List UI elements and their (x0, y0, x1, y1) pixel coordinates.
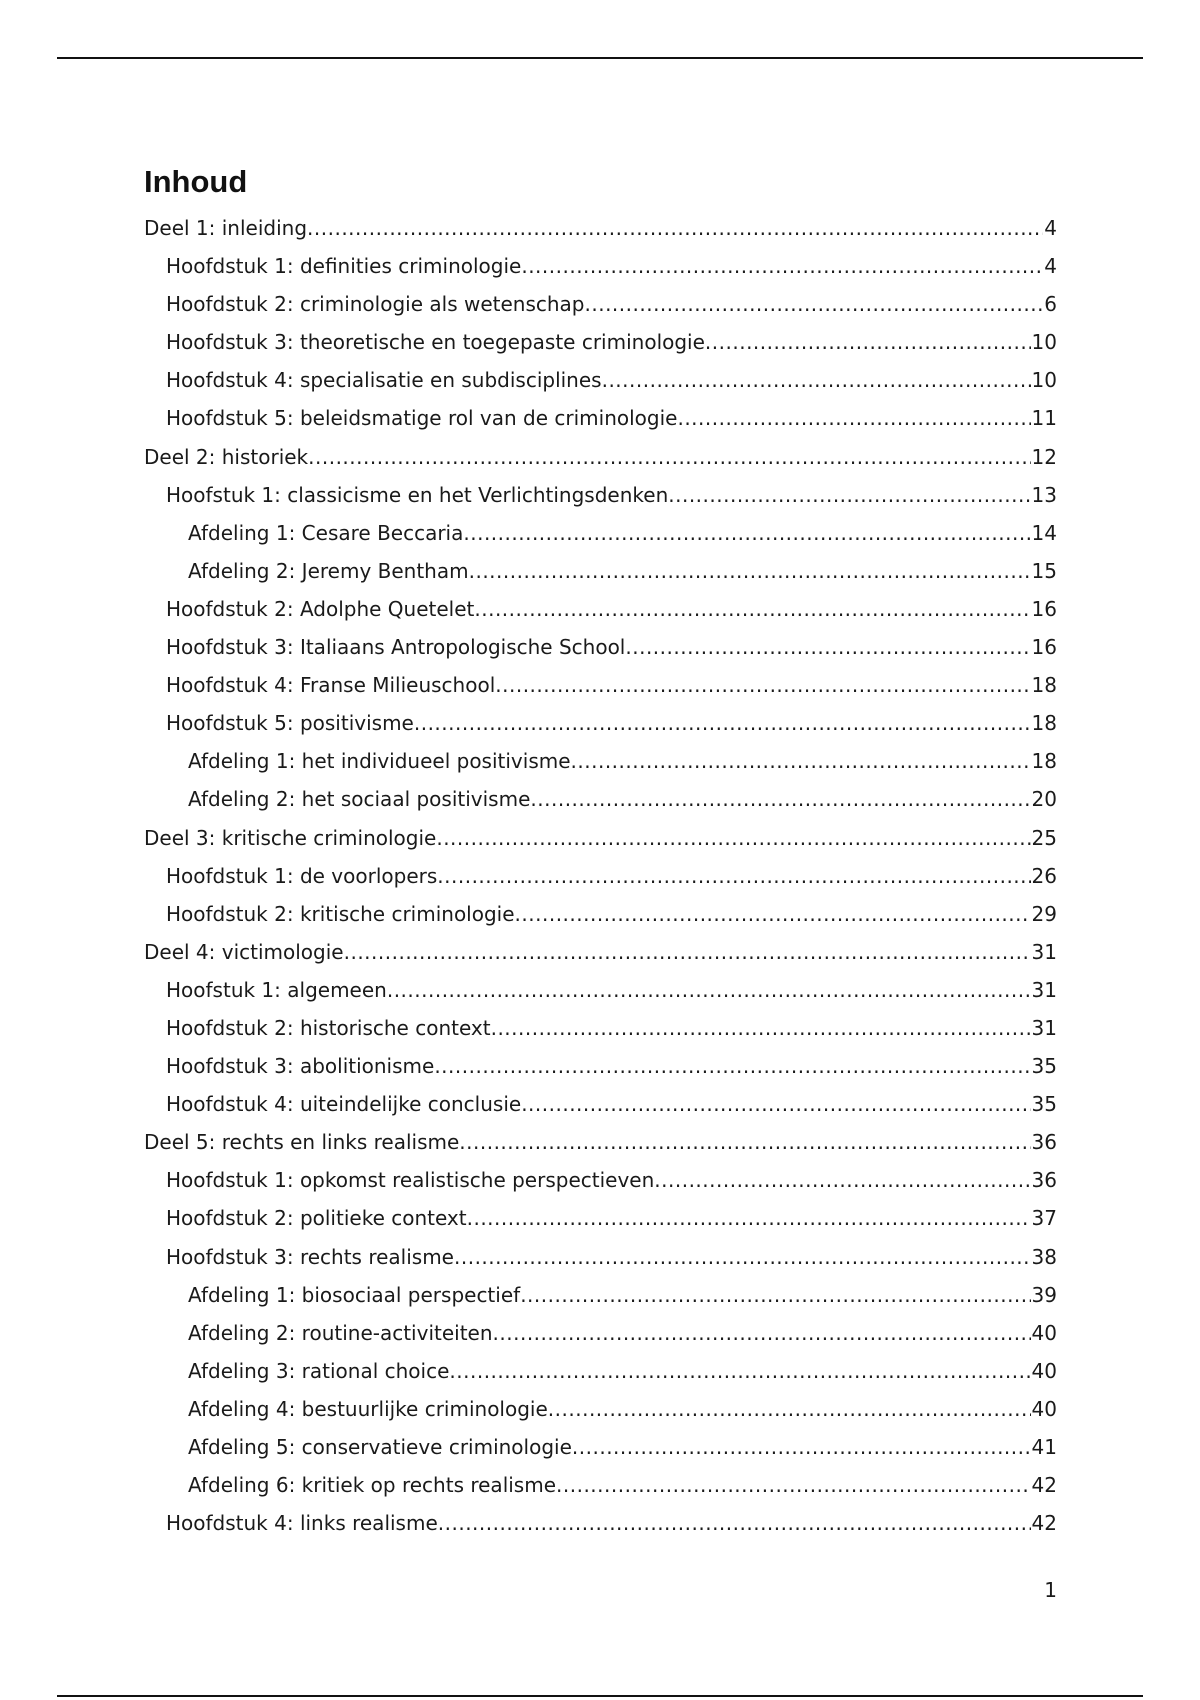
toc-entry-label: Afdeling 2: routine-activiteiten (188, 1320, 493, 1345)
toc-entry-label: Afdeling 2: het sociaal positivisme (188, 787, 531, 812)
toc-entry-label: Afdeling 5: conservatieve criminologie (188, 1435, 572, 1459)
toc-entry[interactable] (144, 445, 1057, 483)
toc-entry-label: Hoofdstuk 2: politieke context (166, 1206, 467, 1231)
dot-leader (572, 1435, 1031, 1459)
dot-leader (463, 521, 1030, 545)
toc-entry-label: Hoofdstuk 3: rechts realisme (166, 1244, 454, 1269)
toc-entry[interactable] (144, 368, 1057, 406)
dot-leader (436, 826, 1030, 850)
dot-leader (474, 597, 1030, 621)
dot-leader (677, 406, 1030, 430)
dot-leader (454, 1245, 1031, 1269)
table-of-contents (144, 160, 1057, 1549)
toc-title: Inhoud (144, 164, 248, 199)
toc-entry[interactable] (144, 940, 1057, 978)
dot-leader (469, 559, 1031, 583)
toc-entry-label: Hoofdstuk 3: theoretische en toegepaste criminologie (166, 330, 705, 355)
toc-entry-label: Hoofdstuk 5: beleidsmatige rol van de criminologie (166, 406, 678, 431)
toc-entry-page: 40 (1031, 1320, 1057, 1345)
toc-entry[interactable] (144, 292, 1057, 330)
toc-entry-page: 25 (1031, 825, 1057, 850)
dot-leader (521, 254, 1043, 278)
dot-leader (459, 1130, 1030, 1154)
dot-leader (414, 711, 1031, 735)
toc-entry-page: 13 (1031, 482, 1057, 507)
toc-entry[interactable] (144, 1435, 1057, 1473)
toc-list (144, 216, 1057, 1549)
dot-leader (625, 635, 1030, 659)
toc-entry-page: 31 (1031, 939, 1057, 964)
toc-entry-label: Afdeling 1: het individueel positivisme (188, 749, 571, 774)
toc-entry-page: 11 (1031, 406, 1057, 431)
toc-entry-page: 18 (1031, 711, 1057, 736)
toc-entry-page: 35 (1031, 1054, 1057, 1079)
toc-entry[interactable] (144, 902, 1057, 940)
toc-entry[interactable] (144, 1130, 1057, 1168)
toc-entry-label: Hoofdstuk 4: links realisme (166, 1511, 438, 1536)
toc-entry[interactable] (144, 749, 1057, 787)
toc-entry-label: Deel 2: historiek (144, 444, 309, 469)
dot-leader (449, 1359, 1030, 1383)
dot-leader (515, 902, 1031, 926)
toc-entry-page: 31 (1031, 977, 1057, 1002)
dot-leader (530, 787, 1030, 811)
toc-entry-label: Deel 5: rechts en links realisme (144, 1130, 460, 1155)
toc-entry[interactable] (144, 1359, 1057, 1397)
toc-entry-page: 39 (1031, 1282, 1057, 1307)
toc-entry-label: Afdeling 1: Cesare Beccaria (188, 520, 464, 545)
dot-leader (307, 216, 1043, 240)
toc-entry[interactable] (144, 864, 1057, 902)
toc-entry[interactable] (144, 787, 1057, 825)
toc-entry-page: 10 (1031, 368, 1057, 393)
dot-leader (495, 673, 1030, 697)
dot-leader (548, 1397, 1031, 1421)
toc-entry-label: Hoofdstuk 1: de voorlopers (166, 863, 438, 888)
dot-leader (556, 1473, 1031, 1497)
toc-entry-page: 20 (1031, 787, 1057, 812)
toc-entry[interactable] (144, 597, 1057, 635)
toc-entry[interactable] (144, 1016, 1057, 1054)
toc-entry-page: 42 (1031, 1511, 1057, 1536)
toc-entry-label: Deel 4: victimologie (144, 939, 344, 964)
toc-entry[interactable] (144, 1511, 1057, 1549)
toc-entry-label: Hoofdstuk 3: Italiaans Antropologische School (166, 635, 626, 660)
toc-entry[interactable] (144, 254, 1057, 292)
dot-leader (344, 940, 1031, 964)
dot-leader (571, 749, 1031, 773)
toc-entry[interactable] (144, 1397, 1057, 1435)
toc-entry-label: Afdeling 3: rational choice (188, 1358, 450, 1383)
dot-leader (602, 368, 1031, 392)
dot-leader (520, 1283, 1030, 1307)
toc-entry-label: Deel 1: inleiding (144, 216, 308, 240)
toc-entry-page: 4 (1044, 216, 1057, 240)
toc-entry-page: 40 (1031, 1396, 1057, 1421)
toc-entry[interactable] (144, 635, 1057, 673)
toc-entry-page: 4 (1044, 254, 1057, 279)
dot-leader (654, 1168, 1030, 1192)
toc-entry[interactable] (144, 406, 1057, 444)
toc-entry[interactable] (144, 483, 1057, 521)
toc-entry-page: 31 (1031, 1015, 1057, 1040)
toc-entry[interactable] (144, 216, 1057, 254)
toc-entry[interactable] (144, 1245, 1057, 1283)
toc-entry-label: Hoofdstuk 4: uiteindelijke conclusie (166, 1092, 522, 1117)
dot-leader (438, 1511, 1031, 1535)
toc-entry[interactable] (144, 711, 1057, 749)
toc-entry[interactable] (144, 673, 1057, 711)
dot-leader (585, 292, 1044, 316)
toc-entry[interactable] (144, 1092, 1057, 1130)
toc-entry-page: 6 (1044, 292, 1057, 317)
toc-entry-page: 42 (1031, 1473, 1057, 1498)
toc-entry-page: 40 (1031, 1358, 1057, 1383)
toc-entry-page: 18 (1031, 749, 1057, 774)
toc-entry-label: Afdeling 6: kritiek op rechts realisme (188, 1473, 557, 1498)
toc-entry-page: 15 (1031, 558, 1057, 583)
toc-entry[interactable] (144, 1054, 1057, 1092)
dot-leader (437, 864, 1030, 888)
toc-entry-label: Afdeling 2: Jeremy Bentham (188, 558, 469, 583)
toc-entry-page: 16 (1031, 596, 1057, 621)
toc-entry-page: 26 (1031, 863, 1057, 888)
toc-entry-label: Hoofdstuk 4: Franse Milieuschool (166, 673, 496, 698)
dot-leader (308, 445, 1030, 469)
toc-entry-label: Hoofdstuk 5: positivisme (166, 711, 414, 736)
toc-entry-label: Hoofdstuk 2: historische context (166, 1015, 491, 1040)
toc-entry-label: Deel 3: kritische criminologie (144, 825, 437, 850)
dot-leader (521, 1092, 1030, 1116)
toc-entry-page: 41 (1031, 1435, 1057, 1459)
toc-entry-label: Hoofdstuk 2: Adolphe Quetelet (166, 596, 475, 621)
toc-entry-label: Afdeling 1: biosociaal perspectief (188, 1282, 521, 1307)
toc-entry[interactable] (144, 1321, 1057, 1359)
dot-leader (493, 1321, 1031, 1345)
toc-entry-page: 35 (1031, 1092, 1057, 1117)
toc-entry[interactable] (144, 826, 1057, 864)
toc-entry-page: 36 (1031, 1130, 1057, 1155)
toc-entry-label: Afdeling 4: bestuurlijke criminologie (188, 1396, 548, 1421)
toc-entry-label: Hoofdstuk 1: definities criminologie (166, 254, 522, 279)
toc-entry-page: 14 (1031, 520, 1057, 545)
toc-entry-page: 38 (1031, 1244, 1057, 1269)
toc-entry-label: Hoofdstuk 4: specialisatie en subdisciplines (166, 368, 602, 393)
toc-entry-page: 12 (1031, 444, 1057, 469)
toc-entry[interactable] (144, 559, 1057, 597)
toc-entry-label: Hoofstuk 1: algemeen (166, 977, 387, 1002)
toc-entry[interactable] (144, 1168, 1057, 1206)
toc-entry-label: Hoofdstuk 3: abolitionisme (166, 1054, 435, 1079)
toc-entry-label: Hoofdstuk 2: criminologie als wetenschap (166, 292, 585, 317)
header-rule (57, 57, 1143, 59)
toc-entry[interactable] (144, 978, 1057, 1016)
toc-entry[interactable] (144, 1283, 1057, 1321)
dot-leader (467, 1206, 1031, 1230)
toc-entry[interactable] (144, 330, 1057, 368)
toc-entry-label: Hoofdstuk 1: opkomst realistische perspectieven (166, 1168, 655, 1193)
dot-leader (491, 1016, 1031, 1040)
dot-leader (387, 978, 1031, 1002)
dot-leader (668, 483, 1030, 507)
toc-entry[interactable] (144, 521, 1057, 559)
toc-entry-page: 37 (1031, 1206, 1057, 1231)
toc-entry-label: Hoofstuk 1: classicisme en het Verlichtingsdenken (166, 482, 669, 507)
toc-entry-page: 29 (1031, 901, 1057, 926)
footer-rule (57, 1695, 1143, 1697)
toc-entry-page: 18 (1031, 673, 1057, 698)
toc-entry-page: 36 (1031, 1168, 1057, 1193)
toc-entry-page: 16 (1031, 635, 1057, 660)
toc-entry-label: Hoofdstuk 2: kritische criminologie (166, 901, 515, 926)
toc-entry-page: 10 (1031, 330, 1057, 355)
toc-entry[interactable] (144, 1473, 1057, 1511)
toc-entry[interactable] (144, 1206, 1057, 1244)
dot-leader (705, 330, 1031, 354)
page-number: 1 (1044, 1578, 1057, 1602)
dot-leader (434, 1054, 1030, 1078)
